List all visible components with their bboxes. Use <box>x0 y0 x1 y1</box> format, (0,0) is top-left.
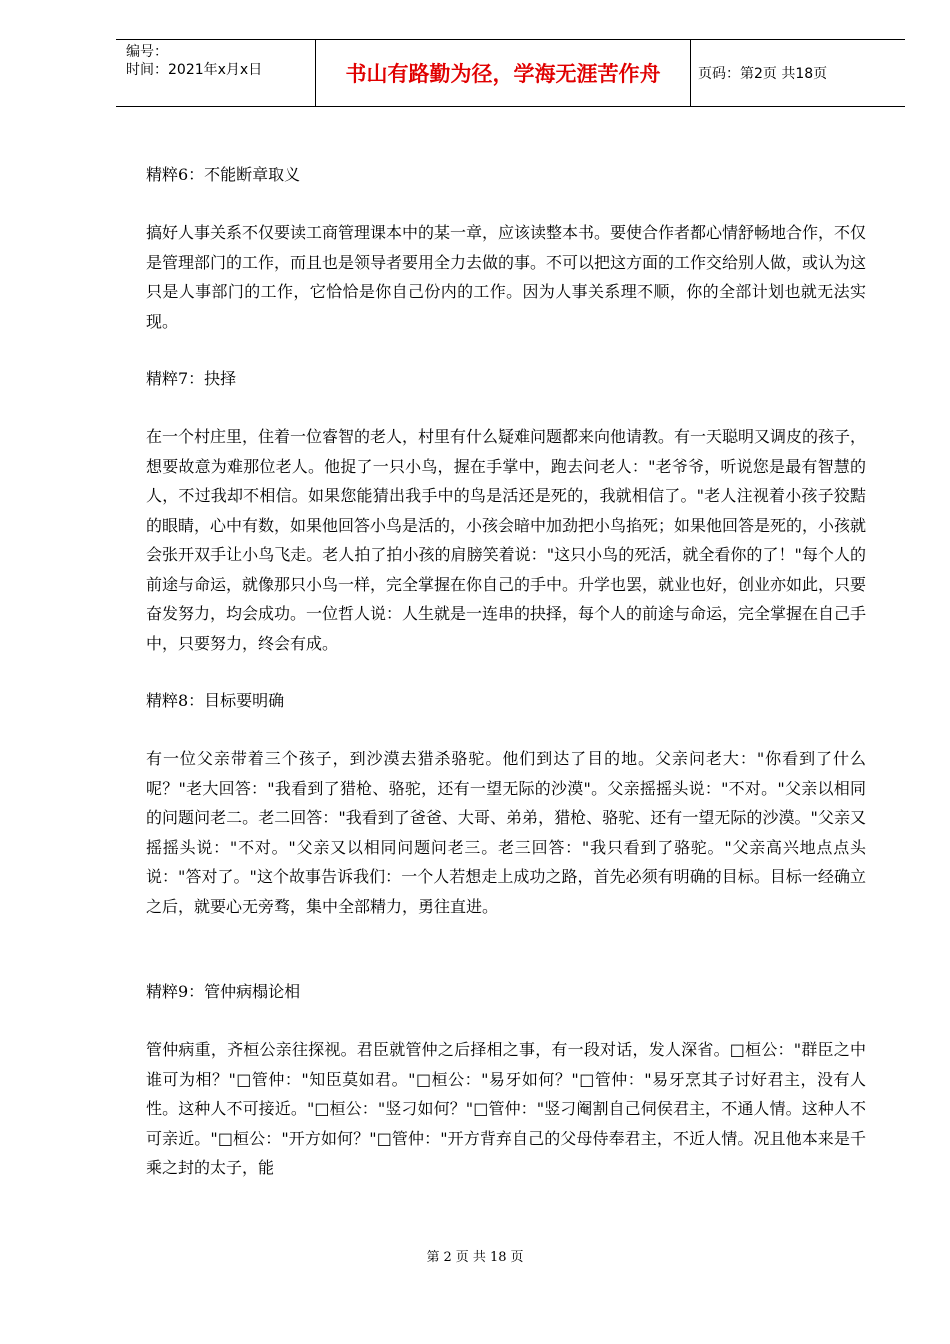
footer-prefix: 第 <box>426 1250 440 1265</box>
header-page-label: 页码：第2页 共18页 <box>698 66 828 82</box>
section-body-6: 搞好人事关系不仅要读工商管理课本中的某一章，应该读整本书。要使合作者都心情舒畅地合作，不仅是管理部门的工作，而且也是领导者要用全力去做的事。不可以把这方面的工作交给别人做，或认为这只是人事部门的工作，它恰恰是你自己份内的工作。因为人事关系理不顺，你的全部计划也就无法实现。 <box>146 223 867 331</box>
section-body-7: 在一个村庄里，住着一位睿智的老人，村里有什么疑难问题都来向他请教。有一天聪明又调皮的孩子，想要故意为难那位老人。他捉了一只小鸟，握在手掌中，跑去问老人："老爷爷，听说您是最有智慧的人，不过我却不相信。如果您能猜出我手中的鸟是活还是死的，我就相信了。"老人注视着小孩子狡黠的眼睛，心中有数，如果他回答小鸟是活的，小孩会暗中加劲把小鸟掐死；如果他回答是死的，小孩就会张开双手让小鸟飞走。老人拍了拍小孩的肩膀笑着说："这只小鸟的死活，就全看你的了！"每个人的前途与命运，就像那只小鸟一样，完全掌握在你自己的手中。升学也罢，就业也好，创业亦如此，只要奋发努力，均会成功。一位哲人说：人生就是一连串的抉择，每个人的前途与命运，完全掌握在自己手中，只要努力，终会有成。 <box>146 427 867 653</box>
header-time-label: 时间：2021年x月x日 <box>126 62 263 78</box>
section-body-8: 有一位父亲带着三个孩子，到沙漠去猎杀骆驼。他们到达了目的地。父亲问老大："你看到了什么呢？"老大回答："我看到了猎枪、骆驼，还有一望无际的沙漠"。父亲摇摇头说："不对。"父亲以相同的问题问老二。老二回答："我看到了爸爸、大哥、弟弟，猎枪、骆驼、还有一望无际的沙漠。"父亲又摇摇头说："不对。"父亲又以相同问题问老三。老三回答："我只看到了骆驼。"父亲高兴地点点头说："答对了。"这个故事告诉我们：一个人若想走上成功之路，首先必须有明确的目标。目标一经确立之后，就要心无旁骛，集中全部精力，勇往直进。 <box>146 749 866 916</box>
header-divider-right <box>690 39 691 107</box>
page-footer <box>0 1246 950 1265</box>
section-heading-9: 精粹9：管仲病榻论相 <box>146 982 301 1001</box>
footer-page-number: 2 <box>443 1250 452 1265</box>
section-heading-7: 精粹7：抉择 <box>146 369 237 388</box>
header-meta <box>126 43 262 79</box>
section-heading-8: 精粹8：目标要明确 <box>146 691 285 710</box>
footer-total-pages: 18 <box>489 1250 507 1265</box>
header-number-label: 编号： <box>126 44 168 60</box>
document-body <box>146 160 866 1211</box>
header-motto: 书山有路勤为径，学海无涯苦作舟 <box>345 62 661 86</box>
section-heading-6: 精粹6：不能断章取义 <box>146 165 301 184</box>
footer-mid: 页 共 <box>455 1250 486 1265</box>
footer-suffix: 页 <box>510 1250 524 1265</box>
section-body-9: 管仲病重，齐桓公亲往探视。君臣就管仲之后择相之事，有一段对话，发人深省。□桓公："群臣之中谁可为相？"□管仲："知臣莫如君。"□桓公："易牙如何？"□管仲："易牙烹其子讨好君主，没有人性。这种人不可接近。"□桓公："竖刁如何？"□管仲："竖刁阉割自己伺侯君主，不通人情。这种人不可亲近。"□桓公："开方如何？"□管仲："开方背弃自己的父母侍奉君主，不近人情。况且他本来是千乘之封的太子，能 <box>146 1040 866 1177</box>
